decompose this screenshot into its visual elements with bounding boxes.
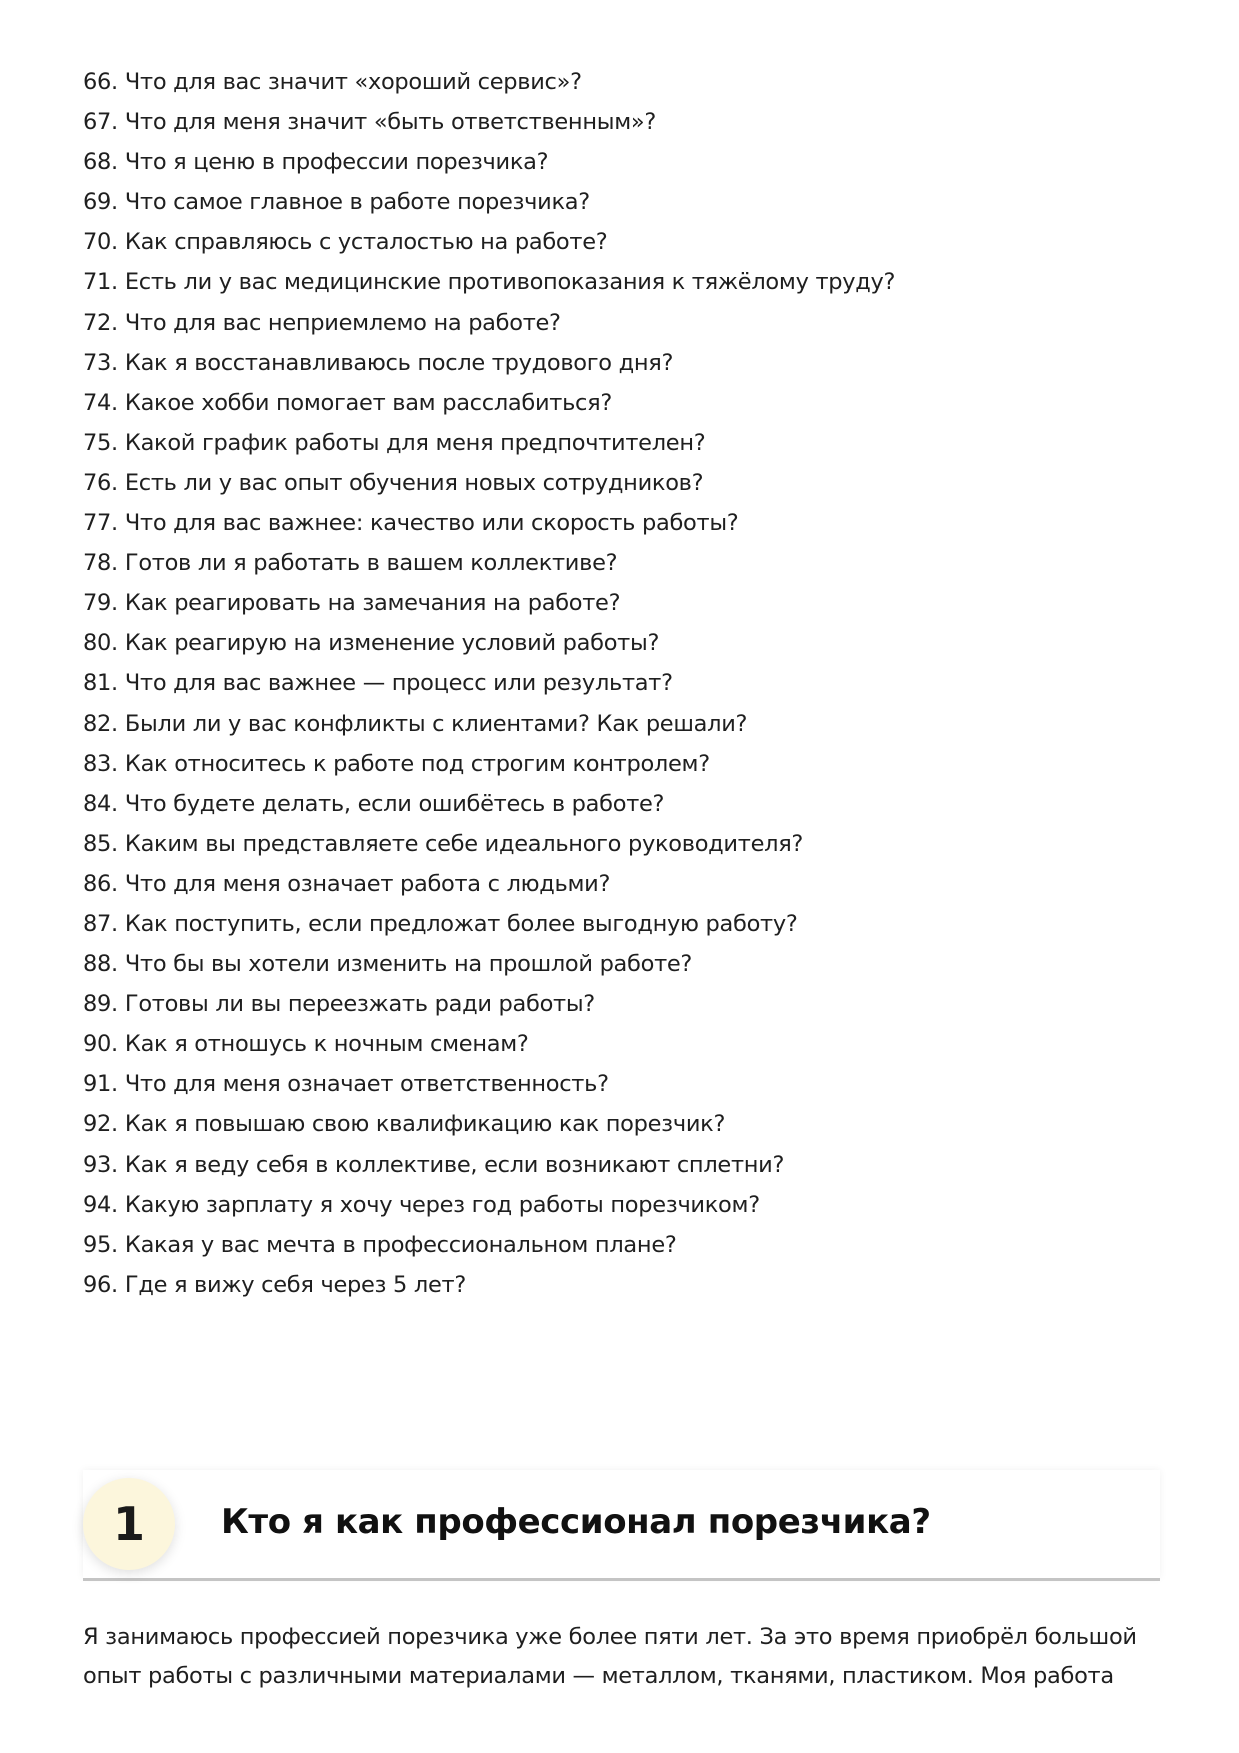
list-item xyxy=(83,62,895,102)
question-text: Какое хобби помогает вам расслабиться? xyxy=(124,389,613,416)
list-item xyxy=(83,303,895,343)
question-number: 72. xyxy=(83,309,118,336)
question-number: 76. xyxy=(83,469,118,496)
list-item xyxy=(83,663,895,703)
list-item xyxy=(83,623,895,663)
question-text: Что для меня значит «быть ответственным»? xyxy=(124,109,656,136)
question-text: Что для вас неприемлемо на работе? xyxy=(124,309,561,336)
list-item xyxy=(83,463,895,503)
question-text: Готовы ли вы переезжать ради работы? xyxy=(124,991,595,1018)
list-item xyxy=(83,1145,895,1185)
question-text: Какой график работы для меня предпочтителен? xyxy=(124,429,706,456)
question-text: Что я ценю в профессии порезчика? xyxy=(124,149,549,176)
question-number: 85. xyxy=(83,830,118,857)
question-text: Были ли у вас конфликты с клиентами? Как решали? xyxy=(124,710,748,737)
question-number: 68. xyxy=(83,149,118,176)
list-item xyxy=(83,1024,895,1064)
question-number: 70. xyxy=(83,229,118,256)
question-text: Где я вижу себя через 5 лет? xyxy=(124,1271,466,1298)
list-item xyxy=(83,1064,895,1104)
question-text: Что для вас важнее — процесс или результат? xyxy=(124,670,673,697)
question-number: 94. xyxy=(83,1191,118,1218)
section-title: Кто я как профессионал порезчика? xyxy=(221,1502,931,1542)
question-text: Что самое главное в работе порезчика? xyxy=(124,189,590,216)
list-item xyxy=(83,1265,895,1305)
question-text: Есть ли у вас опыт обучения новых сотрудников? xyxy=(124,469,704,496)
question-number: 91. xyxy=(83,1071,118,1098)
list-item xyxy=(83,1225,895,1265)
question-text: Как я веду себя в коллективе, если возникают сплетни? xyxy=(124,1151,785,1178)
list-item xyxy=(83,503,895,543)
question-text: Есть ли у вас медицинские противопоказания к тяжёлому труду? xyxy=(124,269,896,296)
question-text: Какую зарплату я хочу через год работы порезчиком? xyxy=(124,1191,760,1218)
list-item xyxy=(83,182,895,222)
question-number: 93. xyxy=(83,1151,118,1178)
list-item xyxy=(83,944,895,984)
list-item xyxy=(83,222,895,262)
question-text: Какая у вас мечта в профессиональном плане? xyxy=(124,1231,677,1258)
question-text: Что бы вы хотели изменить на прошлой работе? xyxy=(124,951,693,978)
question-number: 80. xyxy=(83,630,118,657)
question-number: 95. xyxy=(83,1231,118,1258)
question-list xyxy=(83,62,895,1305)
question-number: 89. xyxy=(83,991,118,1018)
question-text: Что для вас значит «хороший сервис»? xyxy=(124,69,582,95)
question-number: 81. xyxy=(83,670,118,697)
section-divider xyxy=(83,1578,1160,1581)
question-number: 71. xyxy=(83,269,118,296)
question-number: 87. xyxy=(83,910,118,937)
list-item xyxy=(83,543,895,583)
question-number: 82. xyxy=(83,710,118,737)
question-number: 83. xyxy=(83,750,118,777)
question-number: 69. xyxy=(83,189,118,216)
list-item xyxy=(83,142,895,182)
question-number: 88. xyxy=(83,951,118,978)
body-paragraph: Я занимаюсь профессией порезчика уже более пяти лет. За это время приобрёл большой опыт работы с различными материалами — металлом, тканями, пластиком. Моя работа xyxy=(83,1624,1137,1689)
list-item xyxy=(83,583,895,623)
list-item xyxy=(83,704,895,744)
list-item xyxy=(83,102,895,142)
list-item xyxy=(83,262,895,302)
question-text: Как я отношусь к ночным сменам? xyxy=(124,1031,529,1058)
list-item xyxy=(83,343,895,383)
question-number: 78. xyxy=(83,550,118,577)
list-item xyxy=(83,744,895,784)
question-number: 92. xyxy=(83,1111,118,1138)
question-number: 90. xyxy=(83,1031,118,1058)
question-number: 74. xyxy=(83,389,118,416)
question-number: 75. xyxy=(83,429,118,456)
list-item xyxy=(83,984,895,1024)
question-number: 84. xyxy=(83,790,118,817)
question-number: 66. xyxy=(83,69,118,95)
question-text: Готов ли я работать в вашем коллективе? xyxy=(124,550,618,577)
question-number: 67. xyxy=(83,109,118,136)
list-item xyxy=(83,864,895,904)
list-item xyxy=(83,784,895,824)
question-text: Что для меня означает работа с людьми? xyxy=(124,870,611,897)
question-text: Как реагировать на замечания на работе? xyxy=(124,590,621,617)
question-number: 86. xyxy=(83,870,118,897)
section-number-badge: 1 xyxy=(83,1478,175,1570)
question-text: Как я восстанавливаюсь после трудового дня? xyxy=(124,349,674,376)
question-text: Как реагирую на изменение условий работы? xyxy=(124,630,660,657)
question-text: Что будете делать, если ошибётесь в работе? xyxy=(124,790,665,817)
question-text: Как поступить, если предложат более выгодную работу? xyxy=(124,910,798,937)
list-item xyxy=(83,1104,895,1144)
list-item xyxy=(83,423,895,463)
list-item xyxy=(83,904,895,944)
list-item xyxy=(83,824,895,864)
question-text: Что для вас важнее: качество или скорость работы? xyxy=(124,510,739,537)
question-number: 77. xyxy=(83,510,118,537)
list-item xyxy=(83,1185,895,1225)
question-text: Как справляюсь с усталостью на работе? xyxy=(124,229,608,256)
question-number: 73. xyxy=(83,349,118,376)
question-number: 96. xyxy=(83,1271,118,1298)
question-text: Как я повышаю свою квалификацию как порезчик? xyxy=(124,1111,726,1138)
question-text: Каким вы представляете себе идеального руководителя? xyxy=(124,830,804,857)
question-text: Как относитесь к работе под строгим контролем? xyxy=(124,750,710,777)
list-item xyxy=(83,383,895,423)
question-text: Что для меня означает ответственность? xyxy=(124,1071,609,1098)
question-number: 79. xyxy=(83,590,118,617)
